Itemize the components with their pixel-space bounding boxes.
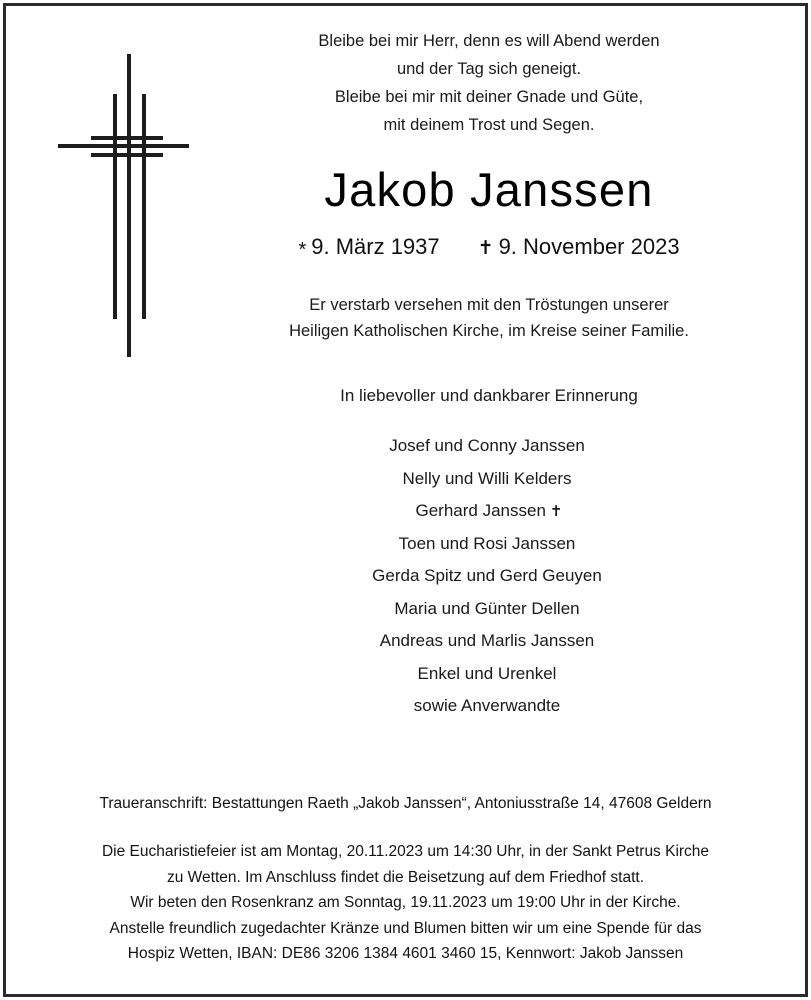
notice-footer <box>3 793 808 967</box>
survivor-name: Gerhard Janssen <box>415 501 546 521</box>
birth-star-icon: * <box>298 239 307 262</box>
passing-line-2: Heiligen Katholischen Kirche, im Kreise seiner Familie. <box>289 322 689 341</box>
death-cross-icon: ✝ <box>477 238 494 260</box>
cross-horizontal-lower-line <box>91 153 163 157</box>
memorial-cross-icon <box>55 48 191 358</box>
survivor-name: Nelly und Willi Kelders <box>402 468 572 488</box>
survivor-name: Enkel und Urenkel <box>417 663 557 683</box>
notice-inner-area <box>3 3 808 997</box>
service-line-4: Anstelle freundlich zugedachter Kränze und Blumen bitten wir um eine Spende für das <box>109 919 702 937</box>
verse-line-4: mit deinem Trost und Segen. <box>383 116 595 134</box>
list-item <box>199 495 779 528</box>
survivor-name: Toen und Rosi Janssen <box>398 533 576 553</box>
list-item <box>199 463 779 496</box>
service-line-1: Die Eucharistiefeier ist am Montag, 20.11.2023 um 14:30 Uhr, in der Sankt Petrus Kirche <box>101 843 710 860</box>
list-item <box>199 625 779 658</box>
list-item <box>199 560 779 593</box>
survivors-list <box>199 430 779 723</box>
list-item <box>199 430 779 463</box>
death-date-item <box>478 234 680 260</box>
deceased-name: Jakob Janssen <box>324 163 654 216</box>
birth-date-item <box>298 234 439 260</box>
mourning-address: Traueranschrift: Bestattungen Raeth „Jakob Janssen“, Antoniusstraße 14, 47608 Geldern <box>99 795 712 812</box>
service-line-3: Wir beten den Rosenkranz am Sonntag, 19.11.2023 um 19:00 Uhr in der Kirche. <box>130 894 681 911</box>
list-item <box>199 690 779 723</box>
memorial-verse <box>199 27 779 139</box>
survivor-name: sowie Anverwandte <box>413 696 561 716</box>
cross-vertical-left-line <box>113 94 117 319</box>
list-item <box>199 658 779 691</box>
notice-text-column <box>199 3 779 723</box>
cross-horizontal-upper-line <box>91 136 163 140</box>
life-dates <box>199 234 779 260</box>
survivor-deceased-cross-icon: ✝ <box>549 503 563 521</box>
passing-statement <box>199 292 779 344</box>
service-line-5: Hospiz Wetten, IBAN: DE86 3206 1384 4601 3460 15, Kennwort: Jakob Janssen <box>127 945 684 962</box>
cross-horizontal-center-line <box>58 144 189 148</box>
death-date-text: 9. November 2023 <box>498 234 680 260</box>
service-details <box>3 839 808 967</box>
verse-line-1: Bleibe bei mir Herr, denn es will Abend werden <box>318 32 660 50</box>
verse-line-3: Bleibe bei mir mit deiner Gnade und Güte, <box>334 88 644 106</box>
cross-vertical-center-line <box>127 54 131 357</box>
survivor-name: Josef und Conny Janssen <box>389 436 585 456</box>
survivor-name: Andreas und Marlis Janssen <box>379 631 595 651</box>
birth-date-text: 9. März 1937 <box>311 234 440 260</box>
list-item <box>199 528 779 561</box>
list-item <box>199 593 779 626</box>
survivor-name: Maria und Günter Dellen <box>394 598 580 618</box>
cross-vertical-right-line <box>142 94 146 319</box>
in-memory-line: In liebevoller und dankbarer Erinnerung <box>340 386 638 406</box>
passing-line-1: Er verstarb versehen mit den Tröstungen unserer <box>309 296 669 315</box>
survivor-name: Gerda Spitz und Gerd Geuyen <box>372 566 602 586</box>
verse-line-2: und der Tag sich geneigt. <box>396 60 582 78</box>
service-line-2: zu Wetten. Im Anschluss findet die Beisetzung auf dem Friedhof statt. <box>166 868 645 886</box>
